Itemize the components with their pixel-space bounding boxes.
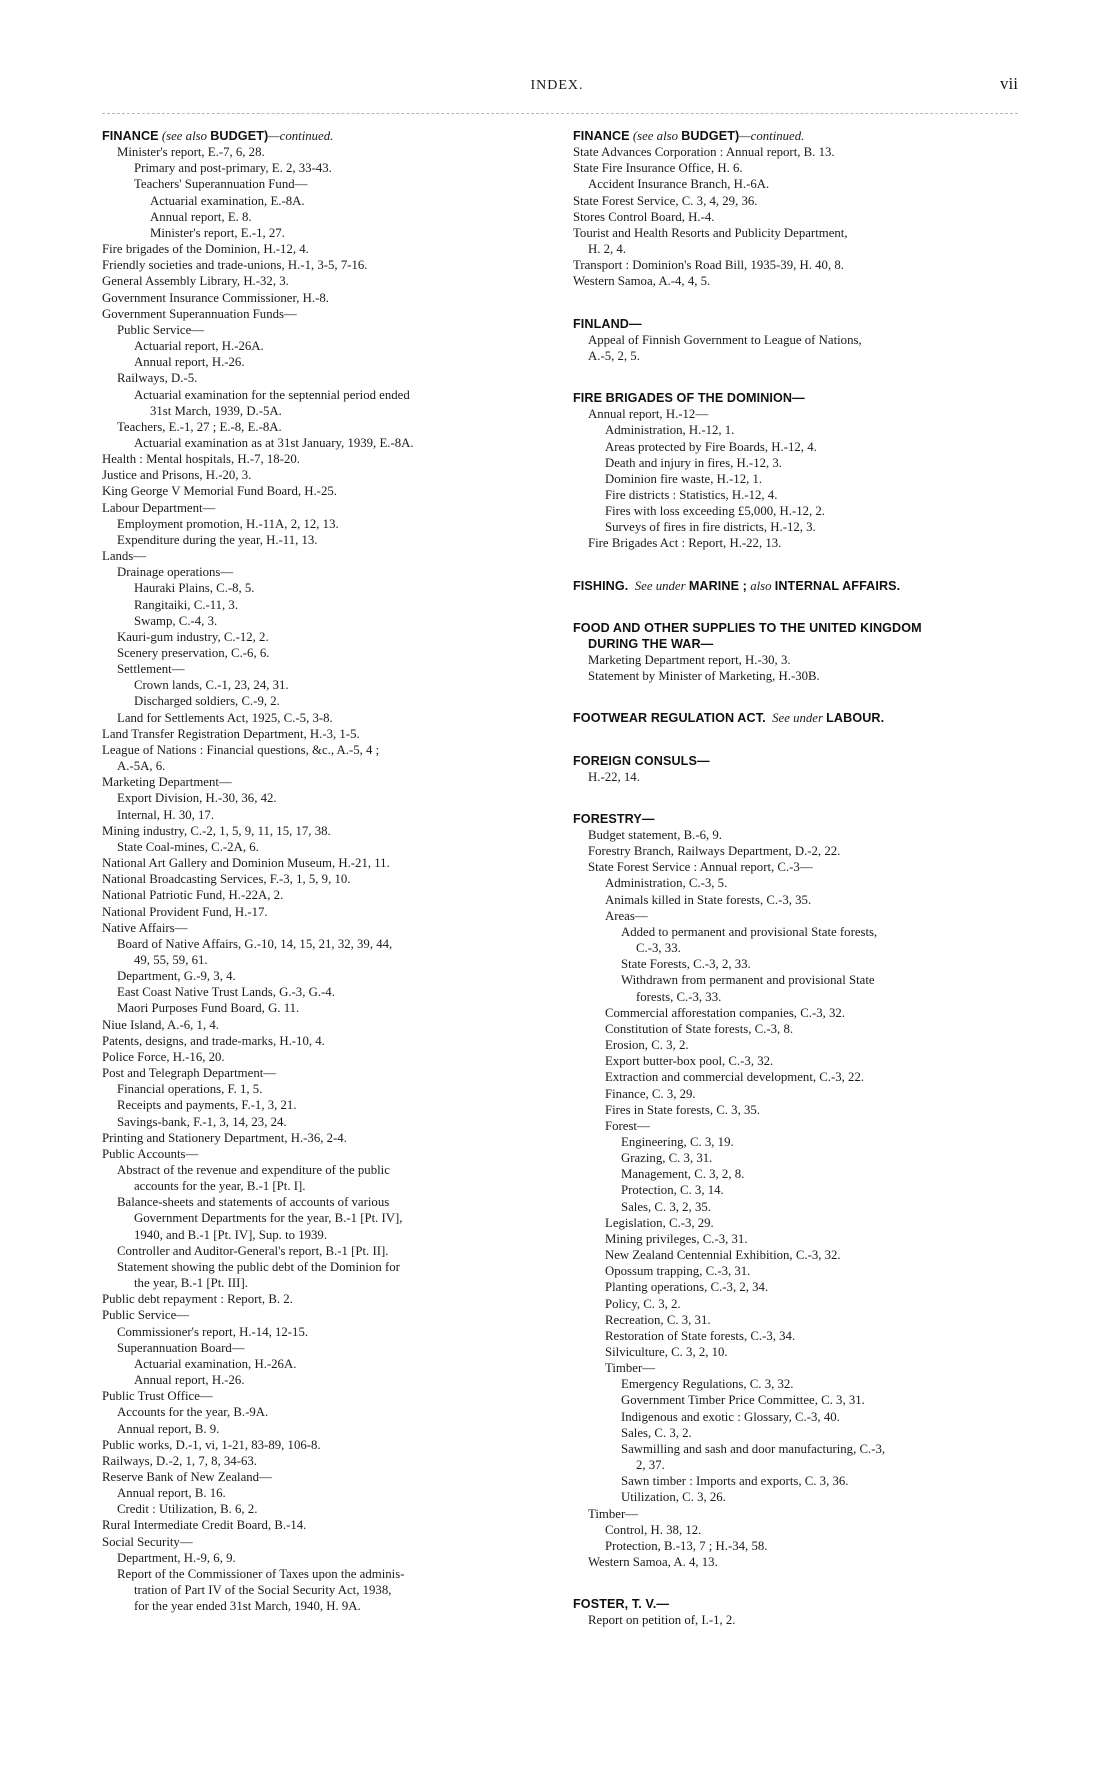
- left-index-line: Rangitaiki, C.-11, 3.: [134, 597, 239, 612]
- left-index-line: Reserve Bank of New Zealand—: [102, 1469, 272, 1484]
- forestry-line: Policy, C. 3, 2.: [605, 1296, 681, 1311]
- left-index-line: Commissioner's report, H.-14, 12-15.: [117, 1324, 309, 1339]
- fire-brigades-line: Dominion fire waste, H.-12, 1.: [605, 471, 763, 486]
- left-index-line: Teachers, E.-1, 27 ; E.-8, E.-8A.: [117, 419, 282, 434]
- left-index-line: Abstract of the revenue and expenditure of the public: [117, 1163, 390, 1177]
- left-index-line: Expenditure during the year, H.-11, 13.: [117, 532, 318, 547]
- left-index-line: Health : Mental hospitals, H.-7, 18-20.: [102, 452, 300, 467]
- entry-food-supplies: [573, 620, 1020, 685]
- left-index-line: Annual report, H.-26.: [134, 355, 245, 370]
- left-index-line: Post and Telegraph Department—: [102, 1066, 277, 1081]
- left-index-line: Annual report, E. 8.: [150, 209, 252, 224]
- forestry-line: Fires in State forests, C. 3, 35.: [605, 1102, 760, 1117]
- left-index-line: National Provident Fund, H.-17.: [102, 904, 268, 919]
- finance-line: State Fire Insurance Office, H. 6.: [573, 161, 743, 176]
- left-index-line: League of Nations : Financial questions, &c., A.-5, 4 ;: [102, 742, 380, 757]
- left-index-line: Statement showing the public debt of the Dominion for: [117, 1259, 400, 1274]
- forestry-line: Indigenous and exotic : Glossary, C.-3, 40.: [621, 1409, 840, 1424]
- left-index-line: Lands—: [102, 549, 147, 564]
- left-index-line: Marketing Department—: [102, 775, 232, 790]
- entry-forestry: [573, 811, 1020, 1570]
- entry-heading: FOSTER, T. V.—: [573, 1597, 670, 1612]
- forestry-line: Timber—: [605, 1361, 656, 1376]
- left-index-line: Social Security—: [102, 1534, 193, 1549]
- left-index-line: Board of Native Affairs, G.-10, 14, 15, 21, 32, 39, 44,: [117, 936, 393, 951]
- finance-line: State Forest Service, C. 3, 4, 29, 36.: [573, 193, 758, 208]
- fire-brigades-line: Administration, H.-12, 1.: [605, 423, 735, 438]
- entry-heading: FORESTRY—: [573, 811, 655, 826]
- forestry-line: New Zealand Centennial Exhibition, C.-3, 32.: [605, 1248, 841, 1263]
- left-index-line: the year, B.-1 [Pt. III].: [134, 1276, 248, 1291]
- foster-line: Report on petition of, I.-1, 2.: [588, 1613, 736, 1628]
- forestry-line: Forest—: [605, 1118, 650, 1133]
- left-index-line: Mining industry, C.-2, 1, 5, 9, 11, 15, 17, 38.: [102, 823, 331, 838]
- forestry-line: Areas—: [605, 908, 648, 923]
- left-index-column: [102, 128, 554, 1614]
- header-rule: [102, 113, 1018, 114]
- forestry-line: Finance, C. 3, 29.: [605, 1086, 696, 1101]
- entry-fire-brigades: [573, 390, 1020, 552]
- left-index-line: Export Division, H.-30, 36, 42.: [117, 791, 277, 806]
- left-index-line: Actuarial examination, E.-8A.: [150, 193, 305, 208]
- forestry-line: Withdrawn from permanent and provisional State: [621, 973, 875, 988]
- finance-line: Accident Insurance Branch, H.-6A.: [588, 177, 770, 192]
- left-index-line: Credit : Utilization, B. 6, 2.: [117, 1502, 258, 1517]
- forestry-line: Sawn timber : Imports and exports, C. 3, 36.: [621, 1474, 849, 1489]
- fire-brigades-line: Areas protected by Fire Boards, H.-12, 4.: [605, 439, 817, 454]
- forestry-line: Government Timber Price Committee, C. 3, 31.: [621, 1393, 865, 1408]
- finland-line: Appeal of Finnish Government to League of Nations,: [588, 332, 862, 347]
- left-index-line: Government Insurance Commissioner, H.-8.: [102, 290, 329, 305]
- forestry-line: Added to permanent and provisional State forests,: [621, 924, 878, 939]
- left-index-line: 1940, and B.-1 [Pt. IV], Sup. to 1939.: [134, 1227, 328, 1242]
- fire-brigades-line: Fire Brigades Act : Report, H.-22, 13.: [588, 536, 782, 551]
- left-index-line: Crown lands, C.-1, 23, 24, 31.: [134, 678, 289, 693]
- finance-line: Transport : Dominion's Road Bill, 1935-39, H. 40, 8.: [573, 258, 844, 273]
- left-index-line: Department, H.-9, 6, 9.: [117, 1550, 236, 1565]
- forestry-line: Constitution of State forests, C.-3, 8.: [605, 1021, 794, 1036]
- fire-brigades-line: Annual report, H.-12—: [588, 407, 709, 422]
- finance-continued-subentries: [573, 144, 1020, 289]
- left-index-line: Minister's report, E.-7, 6, 28.: [117, 145, 265, 160]
- left-index-line: Teachers' Superannuation Fund—: [134, 177, 308, 192]
- forestry-line: Protection, B.-13, 7 ; H.-34, 58.: [605, 1538, 768, 1553]
- left-index-line: 49, 55, 59, 61.: [134, 952, 208, 967]
- left-index-line: Labour Department—: [102, 500, 216, 515]
- forestry-line: State Forest Service : Annual report, C.-3—: [588, 860, 813, 875]
- left-index-line: Maori Purposes Fund Board, G. 11.: [117, 1001, 300, 1016]
- entry-heading: FOREIGN CONSULS—: [573, 753, 710, 768]
- left-index-line: General Assembly Library, H.-32, 3.: [102, 274, 289, 289]
- left-index-line: Settlement—: [117, 662, 185, 677]
- left-index-line: Controller and Auditor-General's report, B.-1 [Pt. II].: [117, 1243, 389, 1258]
- left-index-line: Patents, designs, and trade-marks, H.-10, 4.: [102, 1033, 325, 1048]
- entry-fishing: [573, 578, 1020, 594]
- entry-heading-finance-continued: FINANCE (see also BUDGET)—continued.: [573, 129, 805, 143]
- left-index-line: National Art Gallery and Dominion Museum, H.-21, 11.: [102, 856, 390, 871]
- left-index-line: Land for Settlements Act, 1925, C.-5, 3-8.: [117, 710, 333, 725]
- left-index-line: National Patriotic Fund, H.-22A, 2.: [102, 888, 284, 903]
- left-index-line: Actuarial examination, H.-26A.: [134, 1356, 297, 1371]
- left-index-line: Justice and Prisons, H.-20, 3.: [102, 468, 252, 483]
- forestry-line: Sales, C. 3, 2.: [621, 1425, 692, 1440]
- left-index-line: Public Accounts—: [102, 1146, 199, 1161]
- entry-heading-finance: FINANCE (see also BUDGET)—continued.: [102, 129, 334, 143]
- running-title: INDEX.: [530, 78, 584, 93]
- food-supplies-line: Marketing Department report, H.-30, 3.: [588, 653, 791, 668]
- forestry-line: C.-3, 33.: [636, 941, 681, 956]
- forestry-line: Extraction and commercial development, C.-3, 22.: [605, 1070, 865, 1085]
- left-index-line: Public Service—: [102, 1308, 190, 1323]
- forestry-line: Engineering, C. 3, 19.: [621, 1134, 734, 1149]
- left-index-line: Land Transfer Registration Department, H.-3, 1-5.: [102, 726, 360, 741]
- left-index-line: Accounts for the year, B.-9A.: [117, 1405, 269, 1420]
- left-index-line: Actuarial examination as at 31st January, 1939, E.-8A.: [134, 435, 414, 450]
- left-index-line: Minister's report, E.-1, 27.: [150, 225, 285, 240]
- forestry-line: Sales, C. 3, 2, 35.: [621, 1199, 711, 1214]
- fire-brigades-line: Surveys of fires in fire districts, H.-12, 3.: [605, 520, 816, 535]
- forestry-line: Protection, C. 3, 14.: [621, 1183, 724, 1198]
- entry-heading: FINLAND—: [573, 316, 642, 331]
- forestry-line: Control, H. 38, 12.: [605, 1522, 702, 1537]
- page-header: [0, 0, 1114, 110]
- forestry-line: State Forests, C.-3, 2, 33.: [621, 957, 751, 972]
- entry-foreign-consuls: [573, 753, 1020, 785]
- entry-footwear: [573, 710, 1020, 726]
- left-index-line: Department, G.-9, 3, 4.: [117, 969, 236, 984]
- left-index-line: Discharged soldiers, C.-9, 2.: [134, 694, 280, 709]
- left-index-line: A.-5A, 6.: [117, 759, 166, 774]
- forestry-line: Forestry Branch, Railways Department, D.-2, 22.: [588, 844, 841, 859]
- entry-heading-cont: DURING THE WAR—: [588, 636, 714, 651]
- entry-heading: FOOD AND OTHER SUPPLIES TO THE UNITED KINGDOM: [573, 620, 922, 635]
- left-index-line: Scenery preservation, C.-6, 6.: [117, 646, 270, 660]
- forestry-line: Mining privileges, C.-3, 31.: [605, 1231, 748, 1246]
- forestry-line: Erosion, C. 3, 2.: [605, 1038, 689, 1053]
- forestry-line: Timber—: [588, 1506, 639, 1521]
- left-index-line: 31st March, 1939, D.-5A.: [150, 403, 282, 418]
- left-index-line: for the year ended 31st March, 1940, H. 9A.: [134, 1599, 361, 1614]
- entry-heading: FOOTWEAR REGULATION ACT. See under LABOUR.: [573, 711, 885, 726]
- fire-brigades-line: Fires with loss exceeding £5,000, H.-12, 2.: [605, 504, 826, 519]
- left-index-line: Financial operations, F. 1, 5.: [117, 1082, 263, 1097]
- left-index-line: Hauraki Plains, C.-8, 5.: [134, 581, 255, 596]
- forestry-line: 2, 37.: [636, 1458, 665, 1473]
- left-index-line: Actuarial examination for the septennial period ended: [134, 387, 410, 402]
- forestry-line: forests, C.-3, 33.: [636, 989, 722, 1004]
- left-index-line: Annual report, B. 9.: [117, 1421, 220, 1436]
- left-index-line: accounts for the year, B.-1 [Pt. I].: [134, 1179, 306, 1194]
- entry-finland: [573, 316, 1020, 364]
- left-index-line: Police Force, H.-16, 20.: [102, 1049, 225, 1064]
- left-index-line: Government Superannuation Funds—: [102, 306, 297, 321]
- forestry-line: Commercial afforestation companies, C.-3, 32.: [605, 1005, 845, 1020]
- left-index-line: Rural Intermediate Credit Board, B.-14.: [102, 1518, 307, 1533]
- forestry-line: Budget statement, B.-6, 9.: [588, 828, 722, 842]
- left-index-line: Public Service—: [117, 322, 205, 337]
- left-index-line: Railways, D.-5.: [117, 371, 198, 386]
- left-index-line: Superannuation Board—: [117, 1340, 245, 1355]
- left-index-line: Internal, H. 30, 17.: [117, 807, 215, 822]
- right-index-column: [573, 128, 1020, 1629]
- left-index-line: Employment promotion, H.-11A, 2, 12, 13.: [117, 516, 339, 531]
- left-index-line: Savings-bank, F.-1, 3, 14, 23, 24.: [117, 1114, 287, 1129]
- left-index-line: Niue Island, A.-6, 1, 4.: [102, 1017, 219, 1032]
- forestry-line: Management, C. 3, 2, 8.: [621, 1167, 745, 1182]
- finance-line: Western Samoa, A.-4, 4, 5.: [573, 274, 711, 289]
- left-index-line: Public Trust Office—: [102, 1389, 213, 1404]
- left-index-line: Report of the Commissioner of Taxes upon the adminis-: [117, 1566, 405, 1581]
- finland-line: A.-5, 2, 5.: [588, 348, 640, 363]
- left-index-line: Kauri-gum industry, C.-12, 2.: [117, 629, 269, 644]
- left-index-line: Actuarial report, H.-26A.: [134, 339, 264, 354]
- left-index-line: Primary and post-primary, E. 2, 33-43.: [134, 161, 332, 176]
- forestry-line: Opossum trapping, C.-3, 31.: [605, 1264, 751, 1279]
- left-index-line: Balance-sheets and statements of accounts of various: [117, 1195, 390, 1210]
- forestry-line: Recreation, C. 3, 31.: [605, 1312, 711, 1327]
- left-index-line: Annual report, B. 16.: [117, 1486, 226, 1501]
- entry-heading: FISHING. See under MARINE ; also INTERNAL AFFAIRS.: [573, 578, 901, 593]
- left-index-line: National Broadcasting Services, F.-3, 1, 5, 9, 10.: [102, 872, 351, 887]
- forestry-line: Legislation, C.-3, 29.: [605, 1215, 714, 1230]
- fire-brigades-line: Death and injury in fires, H.-12, 3.: [605, 455, 782, 470]
- food-supplies-line: Statement by Minister of Marketing, H.-30B.: [588, 669, 820, 684]
- forestry-line: Restoration of State forests, C.-3, 34.: [605, 1328, 796, 1343]
- left-index-line: Printing and Stationery Department, H.-36, 2-4.: [102, 1130, 347, 1145]
- forestry-line: Export butter-box pool, C.-3, 32.: [605, 1054, 774, 1069]
- left-index-line: Annual report, H.-26.: [134, 1373, 245, 1388]
- fire-brigades-line: Fire districts : Statistics, H.-12, 4.: [605, 487, 778, 502]
- left-index-line: Native Affairs—: [102, 920, 188, 935]
- left-index-line: King George V Memorial Fund Board, H.-25.: [102, 484, 337, 499]
- left-index-line: Fire brigades of the Dominion, H.-12, 4.: [102, 242, 309, 257]
- left-index-line: Public debt repayment : Report, B. 2.: [102, 1292, 293, 1307]
- forestry-line: Grazing, C. 3, 31.: [621, 1151, 713, 1166]
- left-index-line: Swamp, C.-4, 3.: [134, 613, 218, 628]
- forestry-line: Emergency Regulations, C. 3, 32.: [621, 1377, 794, 1392]
- left-index-line: Railways, D.-2, 1, 7, 8, 34-63.: [102, 1453, 257, 1468]
- forestry-line: Western Samoa, A. 4, 13.: [588, 1555, 718, 1570]
- page-number: vii: [1000, 74, 1018, 93]
- left-index-line: Drainage operations—: [117, 565, 234, 580]
- forestry-line: Silviculture, C. 3, 2, 10.: [605, 1345, 728, 1359]
- forestry-line: Utilization, C. 3, 26.: [621, 1490, 726, 1505]
- finance-line: State Advances Corporation : Annual report, B. 13.: [573, 145, 835, 160]
- forestry-line: Animals killed in State forests, C.-3, 35.: [605, 892, 812, 907]
- entry-foster: [573, 1596, 1020, 1628]
- left-index-line: Government Departments for the year, B.-1 [Pt. IV],: [134, 1211, 403, 1226]
- left-index-line: tration of Part IV of the Social Security Act, 1938,: [134, 1583, 392, 1598]
- left-index-line: Receipts and payments, F.-1, 3, 21.: [117, 1098, 297, 1113]
- forestry-line: Sawmilling and sash and door manufacturing, C.-3,: [621, 1441, 886, 1456]
- entry-heading: FIRE BRIGADES OF THE DOMINION—: [573, 391, 805, 406]
- finance-line: Stores Control Board, H.-4.: [573, 209, 715, 224]
- forestry-line: Planting operations, C.-3, 2, 34.: [605, 1280, 769, 1295]
- finance-line: H. 2, 4.: [588, 242, 627, 257]
- left-index-line: Friendly societies and trade-unions, H.-1, 3-5, 7-16.: [102, 258, 368, 273]
- left-index-line: Public works, D.-1, vi, 1-21, 83-89, 106-8.: [102, 1437, 321, 1452]
- left-index-line: East Coast Native Trust Lands, G.-3, G.-4.: [117, 985, 335, 1000]
- left-index-line: State Coal-mines, C.-2A, 6.: [117, 839, 259, 854]
- forestry-line: Administration, C.-3, 5.: [605, 876, 728, 891]
- finance-line: Tourist and Health Resorts and Publicity Department,: [573, 225, 848, 240]
- foreign-consuls-line: H.-22, 14.: [588, 769, 640, 784]
